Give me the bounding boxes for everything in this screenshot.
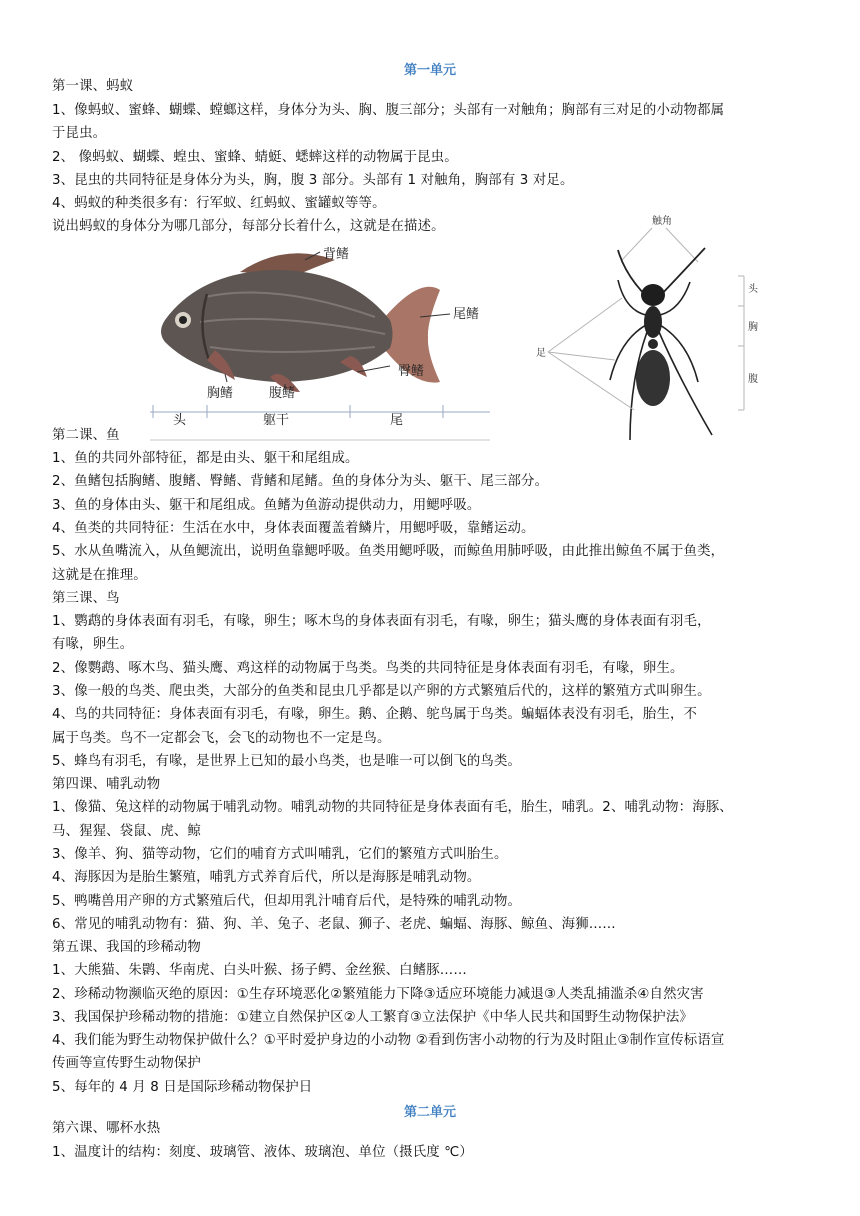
fish-label-dorsal: 背鳍 bbox=[323, 247, 350, 262]
text-line: 马、猩猩、袋鼠、虎、鲸 bbox=[52, 824, 201, 839]
text-line: 于昆虫。 bbox=[52, 126, 107, 141]
unit-title-2: 第二单元 bbox=[403, 1105, 456, 1120]
text-line: 2、 像蚂蚁、蝴蝶、蝗虫、蜜蜂、蜻蜓、蟋蟀这样的动物属于昆虫。 bbox=[52, 150, 458, 165]
text-line: 5、每年的 4 月 8 日是国际珍稀动物保护日 bbox=[52, 1080, 313, 1095]
text-line: 6、常见的哺乳动物有：猫、狗、羊、兔子、老鼠、狮子、老虎、蝙蝠、海豚、鲸鱼、海狮…… bbox=[52, 917, 616, 932]
text-line: 1、温度计的结构：刻度、玻璃管、液体、玻璃泡、单位（摄氏度 ℃） bbox=[52, 1145, 473, 1160]
text-line: 5、水从鱼嘴流入，从鱼鳃流出，说明鱼靠鳃呼吸。鱼类用鳃呼吸，而鲸鱼用肺呼吸，由此推出鲸鱼不属于鱼类， bbox=[52, 544, 725, 559]
text-line: 3、像羊、狗、猫等动物，它们的哺育方式叫哺乳，它们的繁殖方式叫胎生。 bbox=[52, 847, 508, 862]
ant-diagram bbox=[530, 210, 760, 442]
text-line: 这就是在推理。 bbox=[52, 568, 147, 583]
lesson-title-4: 第四课、哺乳动物 bbox=[52, 777, 161, 792]
lesson-title-5: 第五课、我国的珍稀动物 bbox=[52, 940, 201, 955]
text-line: 3、我国保护珍稀动物的措施：①建立自然保护区②人工繁育③立法保护《中华人民共和国野生动物保护法》 bbox=[52, 1010, 693, 1025]
text-line: 传画等宣传野生动物保护 bbox=[52, 1056, 201, 1071]
fish-label-caudal: 尾鳍 bbox=[453, 307, 480, 322]
text-line: 4、鱼类的共同特征：生活在水中，身体表面覆盖着鳞片，用鳃呼吸，靠鳍运动。 bbox=[52, 521, 535, 536]
text-line: 5、鸭嘴兽用产卵的方式繁殖后代，但却用乳汁哺育后代，是特殊的哺乳动物。 bbox=[52, 894, 522, 909]
lesson-title-1: 第一课、蚂蚁 bbox=[52, 79, 134, 94]
text-line: 1、鱼的共同外部特征，都是由头、躯干和尾组成。 bbox=[52, 451, 359, 466]
ant-label-head: 头 bbox=[748, 284, 758, 295]
ant-head-shape bbox=[641, 284, 665, 306]
lesson-title-3: 第三课、鸟 bbox=[52, 591, 120, 606]
text-line: 3、鱼的身体由头、躯干和尾组成。鱼鳍为鱼游动提供动力，用鳃呼吸。 bbox=[52, 498, 481, 513]
text-line: 2、珍稀动物濒临灭绝的原因：①生存环境恶化②繁殖能力下降③适应环境能力减退③人类乱捕滥杀④自然灾害 bbox=[52, 987, 704, 1002]
unit-title-1: 第一单元 bbox=[403, 63, 456, 78]
text-line: 1、像猫、兔这样的动物属于哺乳动物。哺乳动物的共同特征是身体表面有毛，胎生，哺乳。2、哺乳动物：海豚、 bbox=[52, 800, 733, 815]
ant-label-abdomen: 腹 bbox=[748, 374, 758, 385]
ant-label-antenna: 触角 bbox=[652, 216, 672, 227]
text-line: 2、鱼鳍包括胸鳍、腹鳍、臀鳍、背鳍和尾鳍。鱼的身体分为头、躯干、尾三部分。 bbox=[52, 474, 549, 489]
fish-label-anal: 臀鳍 bbox=[398, 364, 425, 379]
fish-label-pelvic: 腹鳍 bbox=[269, 386, 296, 401]
text-line: 1、大熊猫、朱鹮、华南虎、白头叶猴、扬子鳄、金丝猴、白鳍豚…… bbox=[52, 963, 467, 978]
fish-label-trunk: 躯干 bbox=[263, 413, 290, 428]
text-line: 4、我们能为野生动物保护做什么？①平时爱护身边的小动物 ②看到伤害小动物的行为及时阻止③制作宣传标语宣 bbox=[52, 1033, 725, 1048]
fish-label-pectoral: 胸鳍 bbox=[207, 386, 234, 401]
text-line: 3、昆虫的共同特征是身体分为头，胸，腹 3 部分。头部有 1 对触角，胸部有 3 对足。 bbox=[52, 173, 574, 188]
text-line: 4、鸟的共同特征：身体表面有羽毛，有喙，卵生。鹅、企鹅、鸵鸟属于鸟类。蝙蝠体表没有羽毛，胎生，不 bbox=[52, 707, 698, 722]
fish-diagram bbox=[145, 242, 495, 442]
text-line: 1、鹦鹉的身体表面有羽毛，有喙，卵生；啄木鸟的身体表面有羽毛，有喙，卵生；猫头鹰的身体表面有羽毛， bbox=[52, 614, 711, 629]
text-line: 5、蜂鸟有羽毛，有喙，是世界上已知的最小鸟类，也是唯一可以倒飞的鸟类。 bbox=[52, 754, 522, 769]
lesson-title-2: 第二课、鱼 bbox=[52, 428, 120, 443]
text-line: 有喙，卵生。 bbox=[52, 637, 134, 652]
text-line: 1、像蚂蚁、蜜蜂、蝴蝶、螳螂这样，身体分为头、胸、腹三部分；头部有一对触角；胸部有三对足的小动物都属 bbox=[52, 103, 725, 118]
fish-label-tail: 尾 bbox=[390, 413, 404, 428]
lesson-title-6: 第六课、哪杯水热 bbox=[52, 1121, 161, 1136]
ant-abdomen-shape bbox=[636, 350, 670, 406]
text-line: 说出蚂蚁的身体分为哪几部分，每部分长着什么，这就是在描述。 bbox=[52, 219, 445, 234]
ant-label-leg: 足 bbox=[536, 348, 546, 359]
ant-label-thorax: 胸 bbox=[748, 322, 758, 333]
text-line: 4、蚂蚁的种类很多有：行军蚁、红蚂蚁、蜜罐蚁等等。 bbox=[52, 196, 386, 211]
text-line: 2、像鹦鹉、啄木鸟、猫头鹰、鸡这样的动物属于鸟类。鸟类的共同特征是身体表面有羽毛，有喙，卵生。 bbox=[52, 661, 684, 676]
fish-label-head: 头 bbox=[173, 413, 187, 428]
text-line: 属于鸟类。鸟不一定都会飞，会飞的动物也不一定是鸟。 bbox=[52, 731, 391, 746]
text-line: 4、海豚因为是胎生繁殖，哺乳方式养育后代，所以是海豚是哺乳动物。 bbox=[52, 870, 481, 885]
text-line: 3、像一般的鸟类、爬虫类，大部分的鱼类和昆虫几乎都是以产卵的方式繁殖后代的，这样的繁殖方式叫卵生。 bbox=[52, 684, 711, 699]
